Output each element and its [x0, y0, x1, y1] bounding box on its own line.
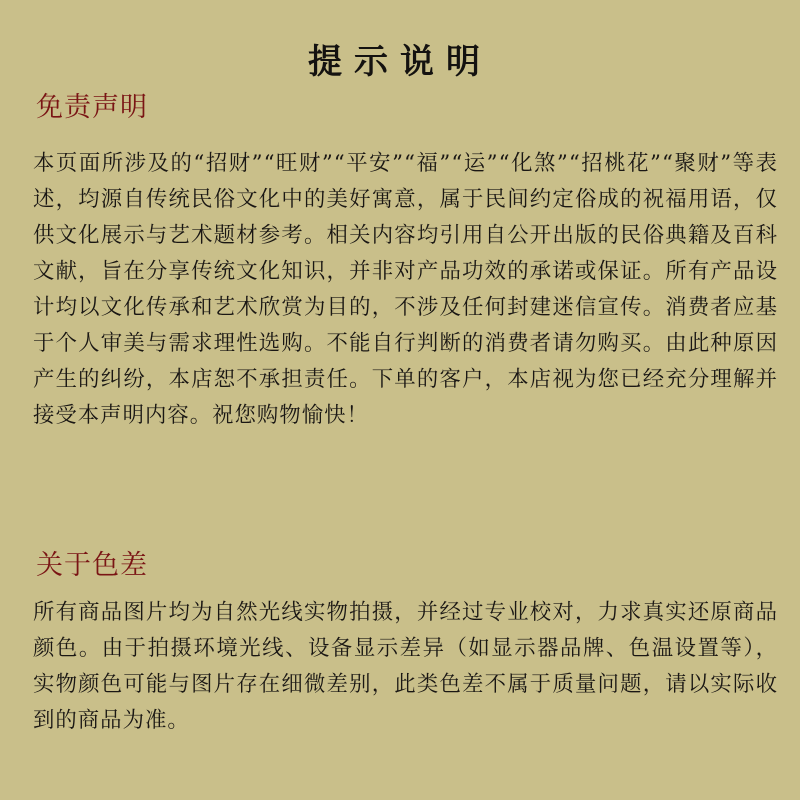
page-title: 提示说明: [308, 42, 492, 82]
disclaimer-heading: 免责声明: [36, 92, 148, 123]
color-difference-heading: 关于色差: [36, 550, 148, 581]
color-difference-text: 所有商品图片均为自然光线实物拍摄，并经过专业校对，力求真实还原商品颜色。由于拍摄环境光线、设备显示差异（如显示器品牌、色温设置等），实物颜色可能与图片存在细微差别，此类色差不属于质量问题，请以实际收到的商品为准。: [33, 600, 778, 733]
disclaimer-text: 本页面所涉及的“招财”“旺财”“平安”“福”“运”“化煞”“招桃花”“聚财”等表述，均源自传统民俗文化中的美好寓意，属于民间约定俗成的祝福用语，仅供文化展示与艺术题材参考。相关内容均引用自公开出版的民俗典籍及百科文献，旨在分享传统文化知识，并非对产品功效的承诺或保证。所有产品设计均以文化传承和艺术欣赏为目的，不涉及任何封建迷信宣传。消费者应基于个人审美与需求理性选购。不能自行判断的消费者请勿购买。由此种原因产生的纠纷，本店恕不承担责任。下单的客户，本店视为您已经充分理解并接受本声明内容。祝您购物愉快！: [33, 151, 778, 428]
